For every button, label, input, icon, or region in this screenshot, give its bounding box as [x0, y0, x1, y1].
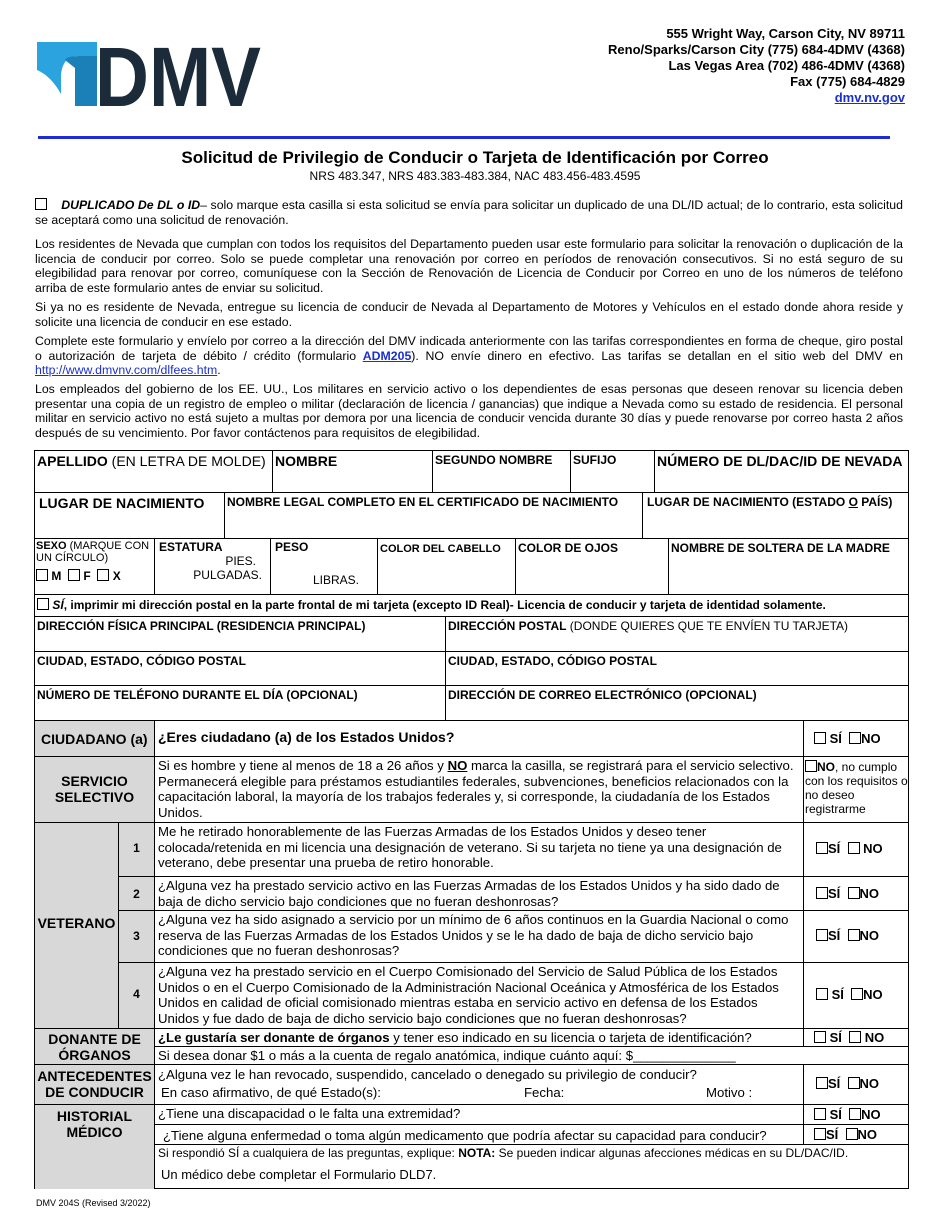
- donante-yes-checkbox[interactable]: [814, 1031, 826, 1043]
- print-mailing-address-row: [35, 595, 909, 617]
- vet2-yes-label: SÍ: [828, 886, 841, 901]
- antecedentes-no-checkbox[interactable]: [848, 1077, 860, 1089]
- servicio-q-no: NO: [447, 758, 468, 773]
- vet2-yes-checkbox[interactable]: [816, 887, 828, 899]
- form-number: DMV 204S (Revised 3/2022): [36, 1198, 151, 1208]
- print-mailing-checkbox[interactable]: [37, 598, 49, 610]
- historial-question-2: ¿Tiene alguna enfermedad o toma algún medicamento que podría afectar su capacidad para conducir?: [155, 1125, 804, 1145]
- segundo-label: SEGUNDO NOMBRE: [435, 453, 553, 467]
- ciudadano-question: ¿Eres ciudadano (a) de los Estados Unidos?: [155, 721, 804, 757]
- paragraph-military: Los empleados del gobierno de los EE. UU., Los militares en servicio activo o los dependientes de esas personas que deseen renovar su licencia deben presentar una copia de un registro de empleo o militar (declaración de licencia / ganancias) que indique a Nevada como su estado de residencia. El personal militar en servicio activo no está sujeto a multas por demora por una licencia de conducir vencida durante 30 días y puede renovarse por correo hasta 2 años después de su vencimiento. Por favor contáctenos para requisitos de elegibilidad.: [35, 382, 903, 440]
- dmv-logo: [35, 30, 263, 124]
- phone-reno: Reno/Sparks/Carson City (775) 684-4DMV (4368): [608, 42, 905, 57]
- direccion-postal-note: (DONDE QUIERES QUE TE ENVÍEN TU TARJETA): [566, 619, 849, 633]
- field-apellido[interactable]: [35, 451, 273, 493]
- historial-note-b: Se pueden indicar algunas afecciones médicas en su DL/DAC/ID.: [495, 1146, 849, 1160]
- donante-q-bold: ¿Le gustaría ser donante de órganos: [158, 1030, 390, 1045]
- vet1-yes-checkbox[interactable]: [816, 842, 828, 854]
- veterano-question-3: ¿Alguna vez ha sido asignado a servicio por un mínimo de 6 años continuos en la Guardia Nacional o como reserva de las Fuerzas Armadas de los Estados Unidos y se le ha dado de baja de dicho servicio bajo condiciones que no fueran deshonrosas?: [155, 911, 804, 963]
- website-link[interactable]: dmv.nv.gov: [834, 90, 905, 105]
- antecedentes-answer: [804, 1065, 909, 1105]
- print-mailing-si: SÍ: [52, 598, 64, 612]
- ciudadano-yes-label: SÍ: [829, 731, 842, 746]
- vet3-no-label: NO: [859, 928, 880, 943]
- historial-nota: NOTA:: [458, 1146, 496, 1160]
- soltera-label: NOMBRE DE SOLTERA DE LA MADRE: [671, 541, 890, 555]
- print-mailing-text: , imprimir mi dirección postal en la parte frontal de mi tarjeta (excepto ID Real)- Licencia de conducir y tarjeta de identidad solamente.: [63, 598, 826, 612]
- lugar-nacimiento-label: LUGAR DE NACIMIENTO: [39, 495, 205, 511]
- servicio-no-label: NO: [817, 760, 835, 774]
- antecedentes-estado: En caso afirmativo, de qué Estado(s):: [161, 1085, 381, 1100]
- sexo-label: SEXO: [36, 540, 67, 552]
- field-direccion-fisica[interactable]: [35, 617, 446, 652]
- donante-no-checkbox[interactable]: [849, 1031, 861, 1043]
- apellido-label: APELLIDO: [37, 453, 108, 469]
- antecedentes-label: ANTECEDENTES DE CONDUCIR: [35, 1065, 155, 1105]
- antecedentes-q: ¿Alguna vez le han revocado, suspendido, cancelado o denegado su privilegio de conducir?: [158, 1067, 697, 1082]
- veterano-question-2: ¿Alguna vez ha prestado servicio activo en las Fuerzas Armadas de los Estados Unidos y ha sido dado de baja de dicho servicio bajo condiciones que no fueran deshonrosas?: [155, 877, 804, 911]
- phone-las-vegas: Las Vegas Area (702) 486-4DMV (4368): [668, 58, 905, 73]
- fees-url-link[interactable]: http://www.dmvnv.com/dlfees.htm: [35, 363, 218, 378]
- direccion-fisica-label: DIRECCIÓN FÍSICA PRINCIPAL (RESIDENCIA PRINCIPAL): [37, 619, 366, 633]
- vet3-yes-checkbox[interactable]: [816, 929, 828, 941]
- lugar-estado-label-o: O: [848, 495, 858, 509]
- ciudadano-label: CIUDADANO (a): [35, 721, 155, 757]
- adm205-link[interactable]: ADM205: [362, 348, 412, 363]
- sexo-x-label: X: [112, 569, 121, 583]
- field-ciudad-fisica[interactable]: [35, 652, 446, 686]
- telefono-label: NÚMERO DE TELÉFONO DURANTE EL DÍA (OPCIONAL): [37, 688, 358, 702]
- fees-text-b: ). NO envíe dinero en efectivo. Las tarifas se detallan en el sitio web del DMV en: [411, 348, 903, 363]
- peso-label: PESO: [275, 540, 309, 554]
- duplicate-label: DUPLICADO De DL o ID: [61, 198, 201, 212]
- donante-q-rest: y tener eso indicado en su licencia o tarjeta de identificación?: [389, 1030, 752, 1045]
- veterano-answer-2: [804, 877, 909, 911]
- historial-note-a: Si respondió SÍ a cualquiera de las preguntas, explique:: [158, 1146, 459, 1160]
- historial-explanation[interactable]: [155, 1145, 909, 1189]
- veterano-num-1: 1: [119, 823, 155, 877]
- vet1-yes-label: SÍ: [828, 841, 841, 856]
- veterano-answer-1: [804, 823, 909, 877]
- page-title: Solicitud de Privilegio de Conducir o Tarjeta de Identificación por Correo: [181, 148, 769, 167]
- logo-text: DMV: [95, 30, 261, 124]
- sexo-m-checkbox[interactable]: [36, 569, 48, 581]
- pies-unit: PIES.: [225, 554, 256, 568]
- field-telefono[interactable]: [35, 686, 446, 721]
- sexo-x-checkbox[interactable]: [97, 569, 109, 581]
- field-peso[interactable]: [271, 539, 378, 595]
- veterano-num-4: 4: [119, 963, 155, 1029]
- sexo-m-label: M: [51, 569, 62, 583]
- application-form: [34, 450, 909, 1189]
- duplicate-checkbox[interactable]: [35, 198, 47, 210]
- nombre-legal-label: NOMBRE LEGAL COMPLETO EN EL CERTIFICADO DE NACIMIENTO: [227, 495, 619, 509]
- field-segundo-nombre[interactable]: [433, 451, 571, 493]
- field-lugar-nacimiento[interactable]: [35, 493, 225, 539]
- field-ciudad-postal[interactable]: [446, 652, 909, 686]
- contact-block: [608, 26, 905, 106]
- historial1-no-label: NO: [861, 1107, 881, 1122]
- servicio-q-b: marca la casilla, se registrará para el servicio selectivo. Permanecerá elegible para préstamos estudiantiles federales, subvenciones, beneficios relacionados con la capacitación laboral, la mayoría de los trabajos federales y, si corresponde, la ciudadanía de los Estados Unidos.: [158, 758, 794, 820]
- donante-amount[interactable]: Si desea donar $1 o más a la cuenta de regalo anatómica, indique cuánto aquí: $______________: [155, 1047, 909, 1065]
- servicio-no-note: , no cumplo con los requisitos o no deseo registrarme: [805, 760, 908, 816]
- donante-answer: [804, 1029, 909, 1047]
- antecedentes-question: [155, 1065, 804, 1105]
- header-rule: [38, 136, 890, 139]
- sexo-f-checkbox[interactable]: [68, 569, 80, 581]
- address: 555 Wright Way, Carson City, NV 89711: [666, 26, 905, 41]
- field-nombre[interactable]: [273, 451, 433, 493]
- statute-reference: NRS 483.347, NRS 483.383-483.384, NAC 483.456-483.4595: [309, 169, 641, 183]
- direccion-postal-label: DIRECCIÓN POSTAL: [448, 619, 567, 633]
- servicio-selectivo-label: SERVICIO SELECTIVO: [35, 757, 155, 823]
- dl-number-label: NÚMERO DE DL/DAC/ID DE NEVADA: [657, 453, 903, 469]
- ciudadano-no-label: NO: [861, 731, 881, 746]
- veterano-answer-3: [804, 911, 909, 963]
- historial-medico-note: Un médico debe completar el Formulario DLD7.: [161, 1167, 437, 1182]
- field-lugar-estado[interactable]: [643, 493, 909, 539]
- vet1-no-label: NO: [863, 841, 883, 856]
- vet4-no-checkbox[interactable]: [851, 988, 863, 1000]
- veterano-num-2: 2: [119, 877, 155, 911]
- paragraph-residents: Los residentes de Nevada que cumplan con todos los requisitos del Departamento pueden usar este formulario para solicitar la renovación o duplicación de la licencia de conducir por correo. Solo se puede completar una renovación por correo en períodos de renovación consecutivos. Si no está seguro de su elegibilidad para renovar por correo, comuníquese con la Sección de Renovación de Licencia de Conducir por Correo en uno de los números de teléfono arriba de este formulario antes de enviar su solicitud.: [35, 237, 903, 295]
- email-label: DIRECCIÓN DE CORREO ELECTRÓNICO (OPCIONAL): [448, 688, 757, 702]
- duplicate-section: [35, 198, 903, 227]
- cabello-label: COLOR DEL CABELLO: [380, 543, 501, 555]
- donante-yes-label: SÍ: [829, 1030, 842, 1045]
- lugar-estado-label-b: PAÍS): [857, 495, 893, 509]
- pulgadas-unit: PULGADAS.: [193, 568, 262, 582]
- duplicate-text: – solo marque esta casilla si esta solicitud se envía para solicitar un duplicado de una DL/ID actual; de lo contrario, esta solicitud se aceptará como una solicitud de renovación.: [35, 198, 903, 227]
- antecedentes-motivo: Motivo :: [706, 1085, 753, 1100]
- historial-question-1: ¿Tiene una discapacidad o le falta una extremidad?: [155, 1105, 804, 1125]
- veterano-question-1: Me he retirado honorablemente de las Fuerzas Armadas de los Estados Unidos y deseo tener colocada/retenida en mi licencia una designación de veterano. Si su tarjeta no tiene ya una designación de veterano, debe presentar una prueba de retiro honorable.: [155, 823, 804, 877]
- vet2-no-label: NO: [859, 886, 880, 901]
- paragraph-non-resident: Si ya no es residente de Nevada, entregue su licencia de conducir de Nevada al Departamento de Motores y Vehículos en el estado donde ahora reside y solicite una licencia de conducir en ese estado.: [35, 300, 903, 329]
- veterano-question-4: ¿Alguna vez ha prestado servicio en el Cuerpo Comisionado del Servicio de Salud Pública de los Estados Unidos o en el Cuerpo Comisionado de la Administración Nacional Oceánica y Atmosférica de los Estados Unidos en calidad de oficial comisionado mientras estaba en servicio activo en defensa de los Estados Unidos y fue dado de baja de dicho servicio bajo condiciones que no fueran deshonrosas?: [155, 963, 804, 1029]
- field-email[interactable]: [446, 686, 909, 721]
- historial-answer-2: [804, 1125, 909, 1145]
- donante-label: DONANTE DE ÓRGANOS: [35, 1029, 155, 1065]
- field-dl-number[interactable]: [655, 451, 909, 493]
- antecedentes-no-label: NO: [859, 1076, 880, 1091]
- fees-text-c: .: [217, 363, 221, 378]
- field-cabello[interactable]: [378, 539, 516, 595]
- sexo-note: (MARQUE CON UN CÍRCULO): [36, 540, 150, 564]
- historial2-no-label: NO: [857, 1127, 878, 1142]
- ciudadano-yes-checkbox[interactable]: [814, 732, 826, 744]
- servicio-q-a: Si es hombre y tiene al menos de 18 a 26 años y: [158, 758, 448, 773]
- fax: Fax (775) 684-4829: [790, 74, 905, 89]
- paragraph-fees: [35, 334, 903, 378]
- vet2-no-checkbox[interactable]: [848, 887, 860, 899]
- libras-unit: LIBRAS.: [312, 573, 359, 587]
- servicio-selectivo-question: [155, 757, 804, 823]
- field-ojos[interactable]: [516, 539, 669, 595]
- ciudad-fisica-label: CIUDAD, ESTADO, CÓDIGO POSTAL: [37, 654, 246, 668]
- vet3-no-checkbox[interactable]: [848, 929, 860, 941]
- historial2-yes-label: SÍ: [826, 1127, 839, 1142]
- antecedentes-yes-label: SÍ: [828, 1076, 841, 1091]
- field-estatura[interactable]: [155, 539, 271, 595]
- field-sufijo[interactable]: [571, 451, 655, 493]
- antecedentes-fecha: Fecha:: [524, 1085, 565, 1100]
- lugar-estado-label-a: LUGAR DE NACIMIENTO (ESTADO: [647, 495, 849, 509]
- vet1-no-checkbox[interactable]: [848, 842, 860, 854]
- estatura-label: ESTATURA: [159, 540, 223, 554]
- vet3-yes-label: SÍ: [828, 928, 841, 943]
- header: [35, 26, 905, 124]
- servicio-no-checkbox[interactable]: [805, 760, 817, 772]
- sufijo-label: SUFIJO: [573, 453, 617, 467]
- apellido-note: (EN LETRA DE MOLDE): [107, 453, 266, 469]
- fees-text-a: Complete este formulario y envíelo por correo a la dirección del DMV indicada anteriormente con las tarifas correspondientes en forma de cheque, giro postal o autorización de tarjeta de débito / crédito (formulario: [35, 334, 903, 363]
- veterano-answer-4: [804, 963, 909, 1029]
- historial-label: HISTORIAL MÉDICO: [35, 1105, 155, 1189]
- ciudadano-no-checkbox[interactable]: [849, 732, 861, 744]
- veterano-label: VETERANO: [35, 823, 119, 1029]
- antecedentes-yes-checkbox[interactable]: [816, 1077, 828, 1089]
- sexo-f-label: F: [83, 569, 91, 583]
- donante-question: [155, 1029, 804, 1047]
- vet4-yes-checkbox[interactable]: [816, 988, 828, 1000]
- field-nombre-soltera[interactable]: [669, 539, 909, 595]
- field-nombre-legal[interactable]: [225, 493, 643, 539]
- nombre-label: NOMBRE: [275, 453, 338, 469]
- vet4-yes-label: SÍ: [831, 987, 844, 1002]
- historial2-no-checkbox[interactable]: [846, 1128, 858, 1140]
- historial1-no-checkbox[interactable]: [849, 1108, 861, 1120]
- field-direccion-postal[interactable]: [446, 617, 909, 652]
- donante-no-label: NO: [864, 1030, 885, 1045]
- vet4-no-label: NO: [863, 987, 883, 1002]
- historial1-yes-label: SÍ: [829, 1107, 842, 1122]
- veterano-num-3: 3: [119, 911, 155, 963]
- historial-answer-1: [804, 1105, 909, 1125]
- ojos-label: COLOR DE OJOS: [518, 541, 619, 555]
- ciudad-postal-label: CIUDAD, ESTADO, CÓDIGO POSTAL: [448, 654, 657, 668]
- historial1-yes-checkbox[interactable]: [814, 1108, 826, 1120]
- ciudadano-answer: [804, 721, 909, 757]
- servicio-selectivo-answer: [804, 757, 909, 823]
- field-sexo: [35, 539, 155, 595]
- historial2-yes-checkbox[interactable]: [814, 1128, 826, 1140]
